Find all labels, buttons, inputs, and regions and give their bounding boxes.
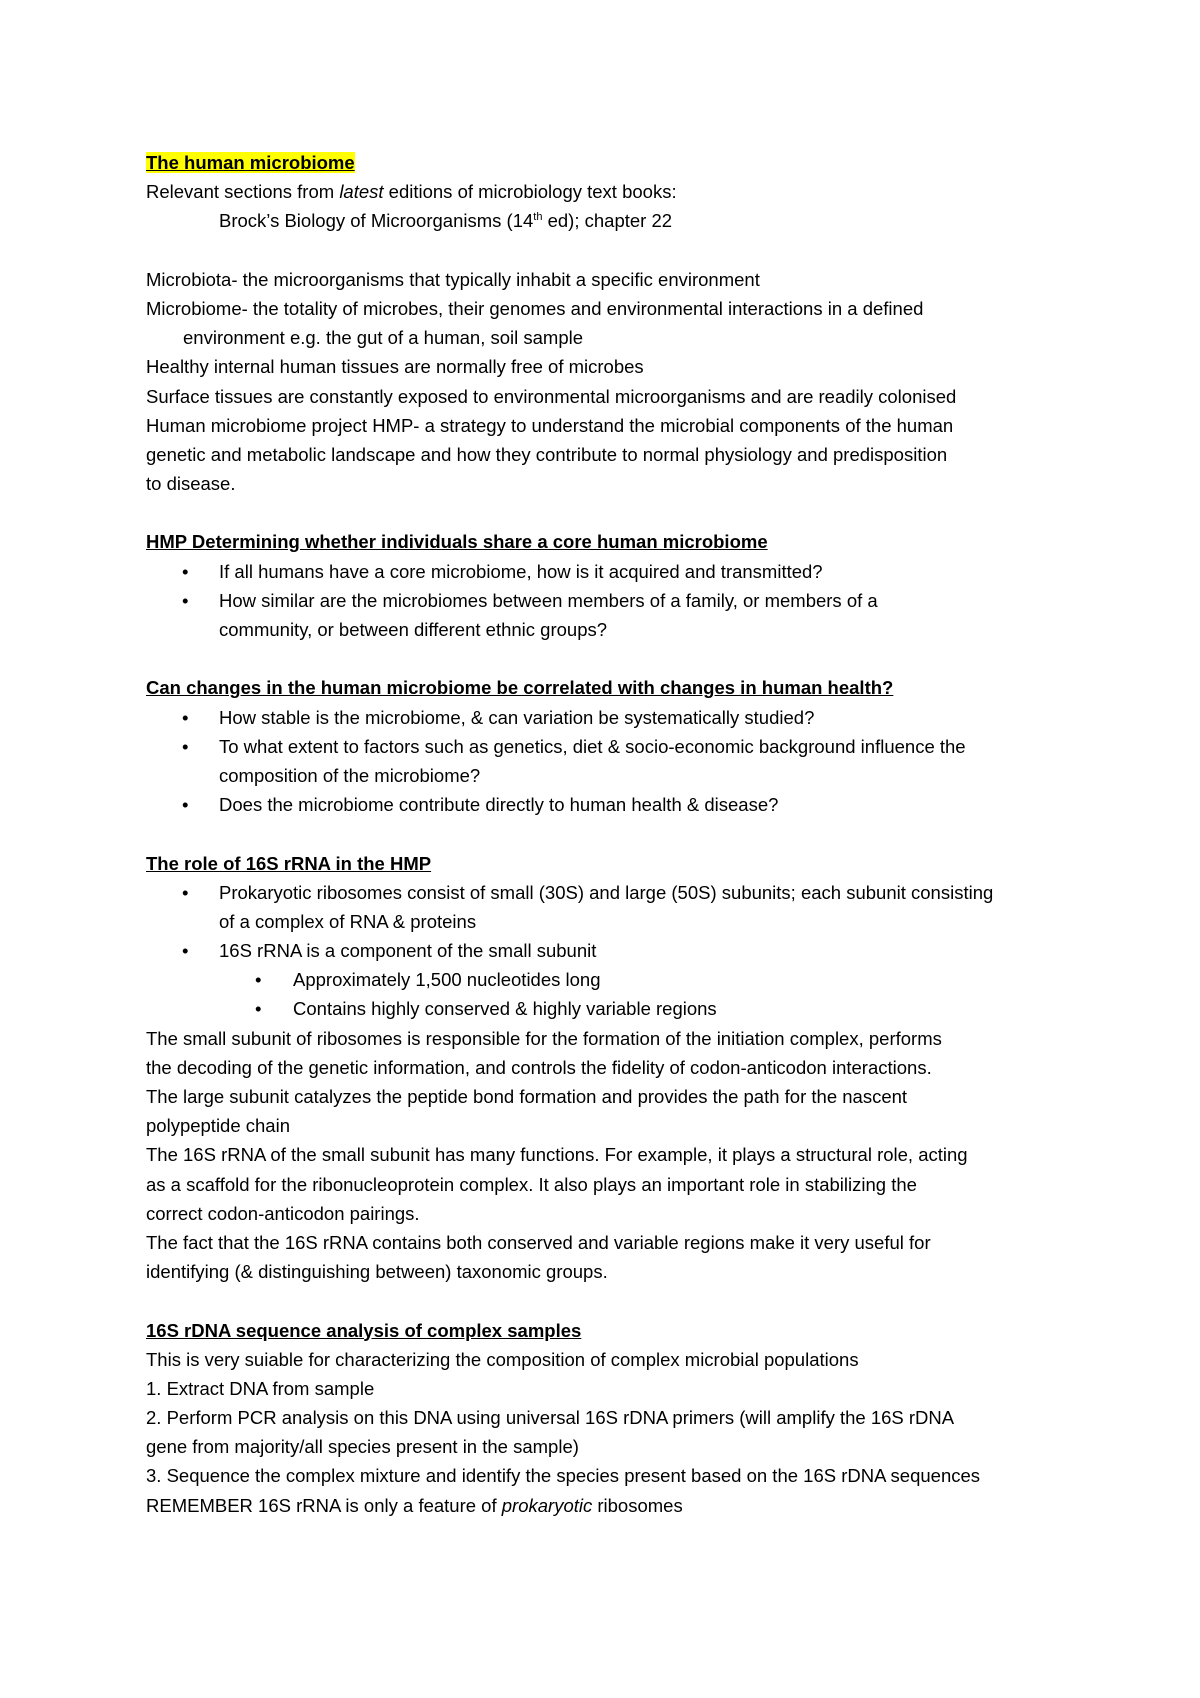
bullet-icon: • [182, 881, 189, 903]
relevant-emphasis: latest [339, 181, 384, 203]
paragraph-line: The small subunit of ribosomes is responsible for the formation of the initiation complex, performs [146, 1027, 942, 1049]
list-item-text: How similar are the microbiomes between members of a family, or members of a [219, 589, 878, 611]
list-item [146, 936, 1076, 965]
list-item-text: 16S rRNA is a component of the small subunit [219, 940, 597, 962]
book-prefix: Brock’s Biology of Microorganisms (14 [219, 210, 534, 232]
sub-list-item-text: Contains highly conserved & highly variable regions [293, 998, 717, 1020]
page-title: The human microbiome [146, 152, 355, 173]
list-item [146, 790, 1076, 819]
list-item-text: Does the microbiome contribute directly to human health & disease? [219, 794, 779, 816]
list-item [146, 586, 1076, 615]
relevant-sections-line [146, 177, 1076, 206]
remember-suffix: ribosomes [592, 1494, 683, 1516]
document-page [146, 148, 1076, 1520]
bullet-icon: • [182, 794, 189, 816]
list-item-continuation: community, or between different ethnic groups? [219, 619, 608, 640]
section-16s-heading: The role of 16S rRNA in the HMP [146, 852, 432, 874]
list-item [146, 557, 1076, 586]
paragraph-line: identifying (& distinguishing between) taxonomic groups. [146, 1261, 608, 1283]
bullet-icon: • [182, 589, 189, 611]
sub-list-item-text: Approximately 1,500 nucleotides long [293, 969, 601, 991]
hmp-definition-line-2: genetic and metabolic landscape and how they contribute to normal physiology and predisposition [146, 443, 948, 465]
section-rdna-heading: 16S rDNA sequence analysis of complex samples [146, 1319, 582, 1341]
relevant-suffix: editions of microbiology text books: [383, 181, 677, 203]
definition-microbiota: Microbiota- the microorganisms that typically inhabit a specific environment [146, 268, 760, 290]
sub-list-item [146, 965, 1076, 994]
bullet-icon: • [182, 706, 189, 728]
book-suffix: ed); chapter 22 [542, 210, 673, 232]
sub-list-item [146, 994, 1076, 1023]
step-item-continuation: gene from majority/all species present in the sample) [146, 1436, 579, 1458]
list-item-text: How stable is the microbiome, & can variation be systematically studied? [219, 706, 815, 728]
section-health-heading-line [146, 673, 1076, 702]
list-item-text: To what extent to factors such as genetics, diet & socio-economic background influence the [219, 735, 966, 757]
page-title-line [146, 148, 1076, 177]
spacer [146, 1286, 1076, 1315]
paragraph-line: correct codon-anticodon pairings. [146, 1202, 420, 1224]
remember-emphasis: prokaryotic [501, 1494, 593, 1516]
bullet-icon: • [182, 560, 189, 582]
list-item-continuation: of a complex of RNA & proteins [219, 910, 477, 932]
list-item [146, 878, 1076, 907]
remember-prefix: REMEMBER 16S rRNA is only a feature of [146, 1494, 502, 1516]
section-core-heading: HMP Determining whether individuals share a core human microbiome [146, 531, 768, 553]
list-item-text: If all humans have a core microbiome, how is it acquired and transmitted? [219, 560, 823, 582]
healthy-tissues-text: Healthy internal human tissues are normally free of microbes [146, 356, 644, 378]
section-health-heading: Can changes in the human microbiome be correlated with changes in human health? [146, 677, 894, 699]
spacer [146, 819, 1076, 848]
section-core-heading-line [146, 527, 1076, 556]
definition-microbiome-line-2: environment e.g. the gut of a human, soil sample [183, 327, 584, 349]
hmp-definition-line-3: to disease. [146, 473, 236, 495]
spacer [146, 236, 1076, 265]
paragraph-line: as a scaffold for the ribonucleoprotein complex. It also plays an important role in stabilizing the [146, 1173, 917, 1195]
step-item: 3. Sequence the complex mixture and identify the species present based on the 16S rDNA sequences [146, 1465, 981, 1487]
book-reference-line [146, 206, 1076, 235]
bullet-icon: • [182, 940, 189, 962]
spacer [146, 498, 1076, 527]
list-item [146, 732, 1076, 761]
list-item-continuation: composition of the microbiome? [219, 764, 481, 786]
step-item: 1. Extract DNA from sample [146, 1377, 375, 1399]
surface-tissues-text: Surface tissues are constantly exposed to environmental microorganisms and are readily colonised [146, 385, 957, 407]
book-superscript: th [533, 211, 543, 224]
list-item-text: Prokaryotic ribosomes consist of small (30S) and large (50S) subunits; each subunit consisting [219, 881, 994, 903]
paragraph-line: This is very suiable for characterizing the composition of complex microbial populations [146, 1348, 859, 1370]
paragraph-line: the decoding of the genetic information, and controls the fidelity of codon-anticodon interactions. [146, 1056, 932, 1078]
section-rdna-heading-line [146, 1316, 1076, 1345]
step-item: 2. Perform PCR analysis on this DNA using universal 16S rDNA primers (will amplify the 16S rDNA [146, 1407, 955, 1429]
paragraph-line: The large subunit catalyzes the peptide bond formation and provides the path for the nascent [146, 1086, 908, 1107]
list-item [146, 703, 1076, 732]
paragraph-line: The 16S rRNA of the small subunit has many functions. For example, it plays a structural role, acting [146, 1144, 968, 1166]
paragraph-line: The fact that the 16S rRNA contains both conserved and variable regions make it very useful for [146, 1231, 931, 1253]
spacer [146, 644, 1076, 673]
relevant-prefix: Relevant sections from [146, 181, 340, 203]
remember-note [146, 1491, 1076, 1520]
paragraph-line: polypeptide chain [146, 1115, 290, 1137]
bullet-icon: • [255, 969, 262, 991]
bullet-icon: • [182, 735, 189, 757]
hmp-definition-line-1: Human microbiome project HMP- a strategy to understand the microbial components of the human [146, 414, 954, 436]
section-16s-heading-line [146, 849, 1076, 878]
definition-microbiome-line-1: Microbiome- the totality of microbes, their genomes and environmental interactions in a defined [146, 297, 924, 319]
bullet-icon: • [255, 998, 262, 1020]
